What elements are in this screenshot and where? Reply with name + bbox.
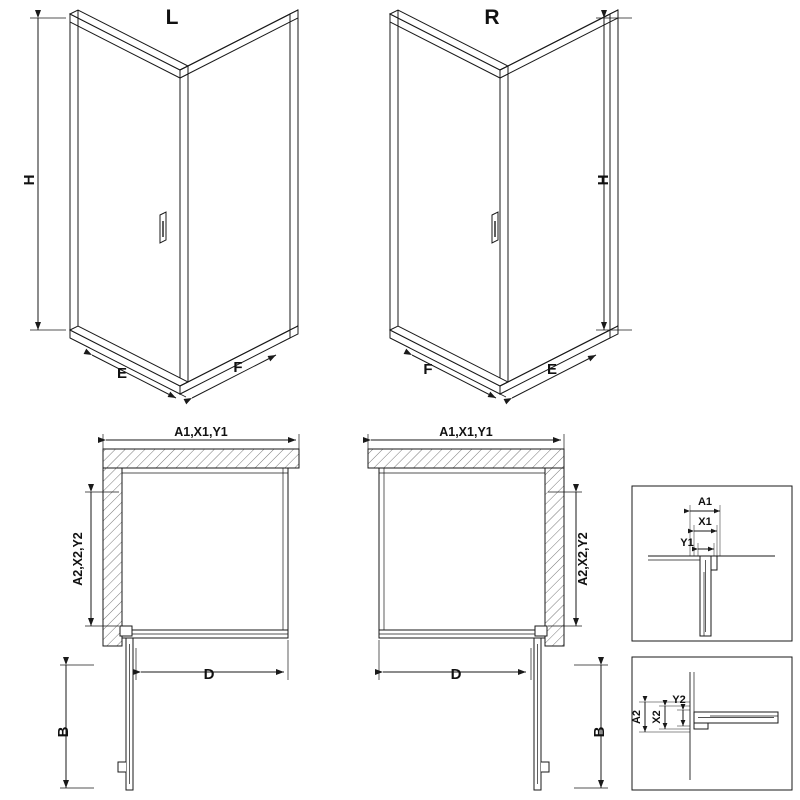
iso-left-side-label-right: F — [233, 359, 243, 376]
plan-right-swing-dim-label: B — [591, 726, 608, 738]
iso-left-height-label: H — [21, 174, 38, 186]
iso-right-height-label: H — [595, 174, 612, 186]
plan-left-view — [60, 434, 299, 790]
detail-top-label-y1: Y1 — [680, 537, 694, 549]
detail-top-label-a1: A1 — [697, 496, 713, 508]
plan-left-swing-dim-label: B — [55, 726, 72, 738]
detail-bottom-label-y2: Y2 — [672, 694, 686, 706]
iso-left-side-label-left: E — [116, 365, 128, 382]
detail-top-label-x1: X1 — [698, 516, 712, 528]
plan-right-side-dim-label: A2,X2,Y2 — [576, 532, 590, 586]
detail-bottom-label-a2: A2 — [631, 709, 643, 725]
iso-right-view — [390, 10, 632, 398]
iso-left-view — [30, 10, 298, 398]
plan-right-view — [368, 434, 608, 790]
iso-right-side-label-right: E — [546, 361, 558, 378]
plan-right-top-dim-label: A1,X1,Y1 — [439, 425, 493, 439]
plan-right-door-dim-label: D — [450, 666, 462, 683]
plan-left-top-dim-label: A1,X1,Y1 — [174, 425, 228, 439]
detail-top-view — [632, 486, 792, 641]
iso-right-side-label-left: F — [423, 361, 433, 378]
iso-right-title: R — [484, 6, 500, 29]
plan-left-side-dim-label: A2,X2,Y2 — [71, 532, 85, 586]
detail-bottom-label-x2: X2 — [651, 710, 663, 724]
iso-left-title: L — [165, 6, 179, 29]
plan-left-door-dim-label: D — [203, 666, 215, 683]
